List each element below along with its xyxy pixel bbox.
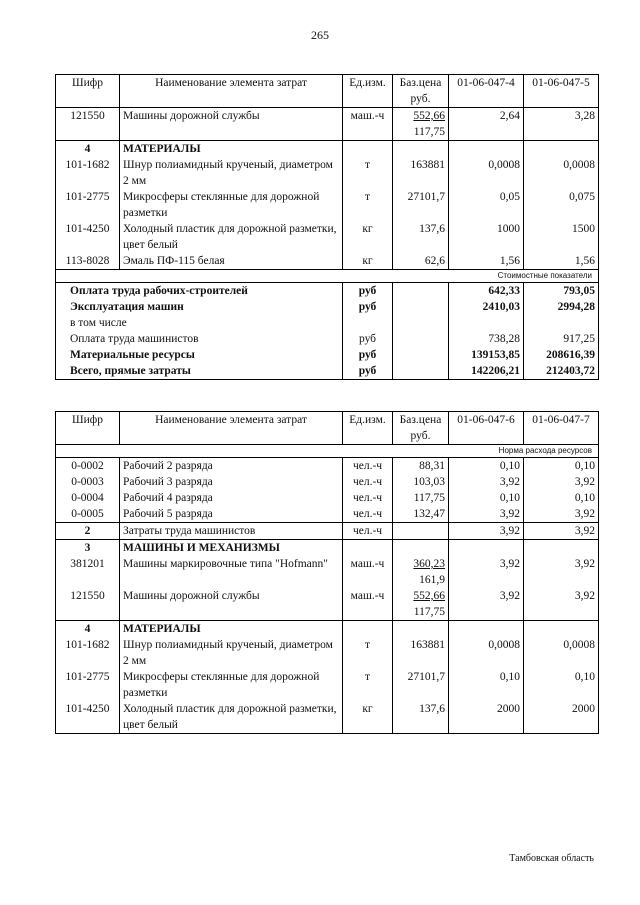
- row-code: 101-2775: [56, 669, 120, 701]
- row-price: 137,6: [393, 701, 449, 734]
- table-row: [56, 490, 599, 506]
- row-code: 101-1682: [56, 157, 120, 189]
- header-name: Наименование элемента затрат: [120, 412, 343, 445]
- summary-name: в том числе: [56, 315, 343, 331]
- section-row: [56, 141, 599, 158]
- row-unit: т: [343, 669, 393, 701]
- row-name: Затраты труда машинистов: [120, 523, 343, 540]
- summary-name: Материальные ресурсы: [56, 347, 343, 363]
- header-unit: Ед.изм.: [343, 412, 393, 445]
- row-value-b: 3,92: [524, 474, 599, 490]
- row-value-b: 2000: [524, 701, 599, 734]
- summary-name: Оплата труда рабочих-строителей: [56, 283, 343, 300]
- row-name: Микросферы стеклянные для дорожной разметки: [120, 669, 343, 701]
- summary-row: [56, 315, 599, 331]
- header-col-a: 01-06-047-4: [449, 75, 524, 108]
- header-base-price: Баз.цена руб.: [393, 412, 449, 445]
- section-title: МАШИНЫ И МЕХАНИЗМЫ: [120, 540, 343, 557]
- table-row: [56, 189, 599, 221]
- row-name: Машины маркировочные типа "Hofmann": [120, 556, 343, 588]
- table-row: [56, 588, 599, 621]
- caption-row: [56, 445, 599, 458]
- table-row: [56, 701, 599, 734]
- summary-name: Оплата труда машинистов: [56, 331, 343, 347]
- summary-value-a: 139153,85: [449, 347, 524, 363]
- header-col-a: 01-06-047-6: [449, 412, 524, 445]
- row-code: 0-0004: [56, 490, 120, 506]
- table-row: [56, 253, 599, 270]
- header-code: Шифр: [56, 75, 120, 108]
- row-unit: чел.-ч: [343, 474, 393, 490]
- header-col-b: 01-06-047-5: [524, 75, 599, 108]
- row-value-a: 3,92: [449, 556, 524, 588]
- row-value-a: 3,92: [449, 506, 524, 523]
- row-unit: чел.-ч: [343, 490, 393, 506]
- row-value-a: 3,92: [449, 474, 524, 490]
- summary-value-a: 738,28: [449, 331, 524, 347]
- table-row: [56, 637, 599, 669]
- row-name: Рабочий 4 разряда: [120, 490, 343, 506]
- summary-value-b: 917,25: [524, 331, 599, 347]
- row-unit: кг: [343, 221, 393, 253]
- row-unit: маш.-ч: [343, 588, 393, 621]
- caption-row: [56, 270, 599, 283]
- section-row: [56, 540, 599, 557]
- row-code: 121550: [56, 588, 120, 621]
- resource-table-1: [55, 74, 599, 380]
- summary-unit: руб: [343, 299, 393, 315]
- header-unit: Ед.изм.: [343, 75, 393, 108]
- row-value-b: 0,0008: [524, 157, 599, 189]
- footer-region: Тамбовская область: [509, 853, 594, 864]
- row-value-a: 0,0008: [449, 157, 524, 189]
- header-col-b: 01-06-047-7: [524, 412, 599, 445]
- row-price: 132,47: [393, 506, 449, 523]
- summary-unit: руб: [343, 347, 393, 363]
- row-price: 62,6: [393, 253, 449, 270]
- summary-row: [56, 331, 599, 347]
- section-code: 4: [56, 141, 120, 158]
- table-row: [56, 474, 599, 490]
- summary-value-a: 142206,21: [449, 363, 524, 380]
- row-price: 27101,7: [393, 669, 449, 701]
- header-code: Шифр: [56, 412, 120, 445]
- row-price: 137,6: [393, 221, 449, 253]
- row-price: 88,31: [393, 458, 449, 475]
- table-row: [56, 556, 599, 588]
- summary-name: Эксплуатация машин: [56, 299, 343, 315]
- row-price: 552,66 117,75: [393, 108, 449, 141]
- row-value-b: 1500: [524, 221, 599, 253]
- summary-name: Всего, прямые затраты: [56, 363, 343, 380]
- row-value-a: 2,64: [449, 108, 524, 141]
- section-code: 3: [56, 540, 120, 557]
- row-price: 163881: [393, 637, 449, 669]
- row-value-a: 3,92: [449, 523, 524, 540]
- summary-value-b: 208616,39: [524, 347, 599, 363]
- row-value-b: 3,28: [524, 108, 599, 141]
- row-code: 381201: [56, 556, 120, 588]
- row-code: 121550: [56, 108, 120, 141]
- row-code: 101-4250: [56, 701, 120, 734]
- row-value-a: 0,10: [449, 458, 524, 475]
- section-row: [56, 621, 599, 638]
- row-value-b: 0,10: [524, 458, 599, 475]
- row-name: Шнур полиамидный крученый, диаметром 2 мм: [120, 637, 343, 669]
- row-value-a: 0,10: [449, 490, 524, 506]
- row-code: 0-0005: [56, 506, 120, 523]
- row-name: Рабочий 2 разряда: [120, 458, 343, 475]
- row-name: Холодный пластик для дорожной разметки, цвет белый: [120, 701, 343, 734]
- row-name: Микросферы стеклянные для дорожной разметки: [120, 189, 343, 221]
- row-unit: чел.-ч: [343, 506, 393, 523]
- row-value-b: 0,075: [524, 189, 599, 221]
- section-title: МАТЕРИАЛЫ: [120, 141, 343, 158]
- summary-unit: руб: [343, 363, 393, 380]
- row-unit: т: [343, 637, 393, 669]
- row-value-b: 0,10: [524, 669, 599, 701]
- row-price: 117,75: [393, 490, 449, 506]
- summary-value-a: 642,33: [449, 283, 524, 300]
- row-value-b: 0,10: [524, 490, 599, 506]
- summary-value-b: 793,05: [524, 283, 599, 300]
- row-name: Рабочий 5 разряда: [120, 506, 343, 523]
- row-value-b: 3,92: [524, 523, 599, 540]
- row-value-b: 3,92: [524, 556, 599, 588]
- resource-table-2: [55, 411, 599, 734]
- row-value-b: 1,56: [524, 253, 599, 270]
- norm-caption: Норма расхода ресурсов: [56, 445, 599, 458]
- row-value-a: 1000: [449, 221, 524, 253]
- row-unit: чел.-ч: [343, 458, 393, 475]
- row-unit: чел.-ч: [343, 523, 393, 540]
- row-code: 101-4250: [56, 221, 120, 253]
- table-header-row: [56, 412, 599, 445]
- summary-value-b: 212403,72: [524, 363, 599, 380]
- table-row: [56, 157, 599, 189]
- summary-unit: руб: [343, 331, 393, 347]
- row-price: 552,66 117,75: [393, 588, 449, 621]
- row-name: Эмаль ПФ-115 белая: [120, 253, 343, 270]
- summary-row: [56, 363, 599, 380]
- cost-indicators-caption: Стоимостные показатели: [56, 270, 599, 283]
- row-name: Машины дорожной службы: [120, 588, 343, 621]
- row-name: Холодный пластик для дорожной разметки, цвет белый: [120, 221, 343, 253]
- table-row: [56, 458, 599, 475]
- table-row: [56, 506, 599, 523]
- header-base-price: Баз.цена руб.: [393, 75, 449, 108]
- row-unit: кг: [343, 701, 393, 734]
- summary-unit: руб: [343, 283, 393, 300]
- section-code: 2: [56, 523, 120, 540]
- table-row: [56, 669, 599, 701]
- row-value-b: 3,92: [524, 588, 599, 621]
- row-code: 0-0002: [56, 458, 120, 475]
- row-code: 101-2775: [56, 189, 120, 221]
- section-row: [56, 523, 599, 540]
- section-code: 4: [56, 621, 120, 638]
- row-name: Машины дорожной службы: [120, 108, 343, 141]
- row-name: Рабочий 3 разряда: [120, 474, 343, 490]
- summary-row: [56, 347, 599, 363]
- row-value-a: 0,10: [449, 669, 524, 701]
- row-unit: маш.-ч: [343, 556, 393, 588]
- row-value-a: 2000: [449, 701, 524, 734]
- table-row: [56, 221, 599, 253]
- row-price: 27101,7: [393, 189, 449, 221]
- summary-row: [56, 283, 599, 300]
- table-header-row: [56, 75, 599, 108]
- summary-value-a: 2410,03: [449, 299, 524, 315]
- page-number: 265: [311, 28, 329, 42]
- row-name: Шнур полиамидный крученый, диаметром 2 мм: [120, 157, 343, 189]
- row-code: 101-1682: [56, 637, 120, 669]
- row-price: 360,23 161,9: [393, 556, 449, 588]
- header-name: Наименование элемента затрат: [120, 75, 343, 108]
- summary-row: [56, 299, 599, 315]
- row-code: 113-8028: [56, 253, 120, 270]
- row-unit: т: [343, 189, 393, 221]
- row-unit: маш.-ч: [343, 108, 393, 141]
- table-row: [56, 108, 599, 141]
- section-title: МАТЕРИАЛЫ: [120, 621, 343, 638]
- row-unit: т: [343, 157, 393, 189]
- row-value-b: 3,92: [524, 506, 599, 523]
- row-value-b: 0,0008: [524, 637, 599, 669]
- row-code: 0-0003: [56, 474, 120, 490]
- row-price: 103,03: [393, 474, 449, 490]
- row-value-a: 0,05: [449, 189, 524, 221]
- row-value-a: 3,92: [449, 588, 524, 621]
- row-unit: кг: [343, 253, 393, 270]
- row-value-a: 1,56: [449, 253, 524, 270]
- summary-value-b: 2994,28: [524, 299, 599, 315]
- row-value-a: 0,0008: [449, 637, 524, 669]
- row-price: 163881: [393, 157, 449, 189]
